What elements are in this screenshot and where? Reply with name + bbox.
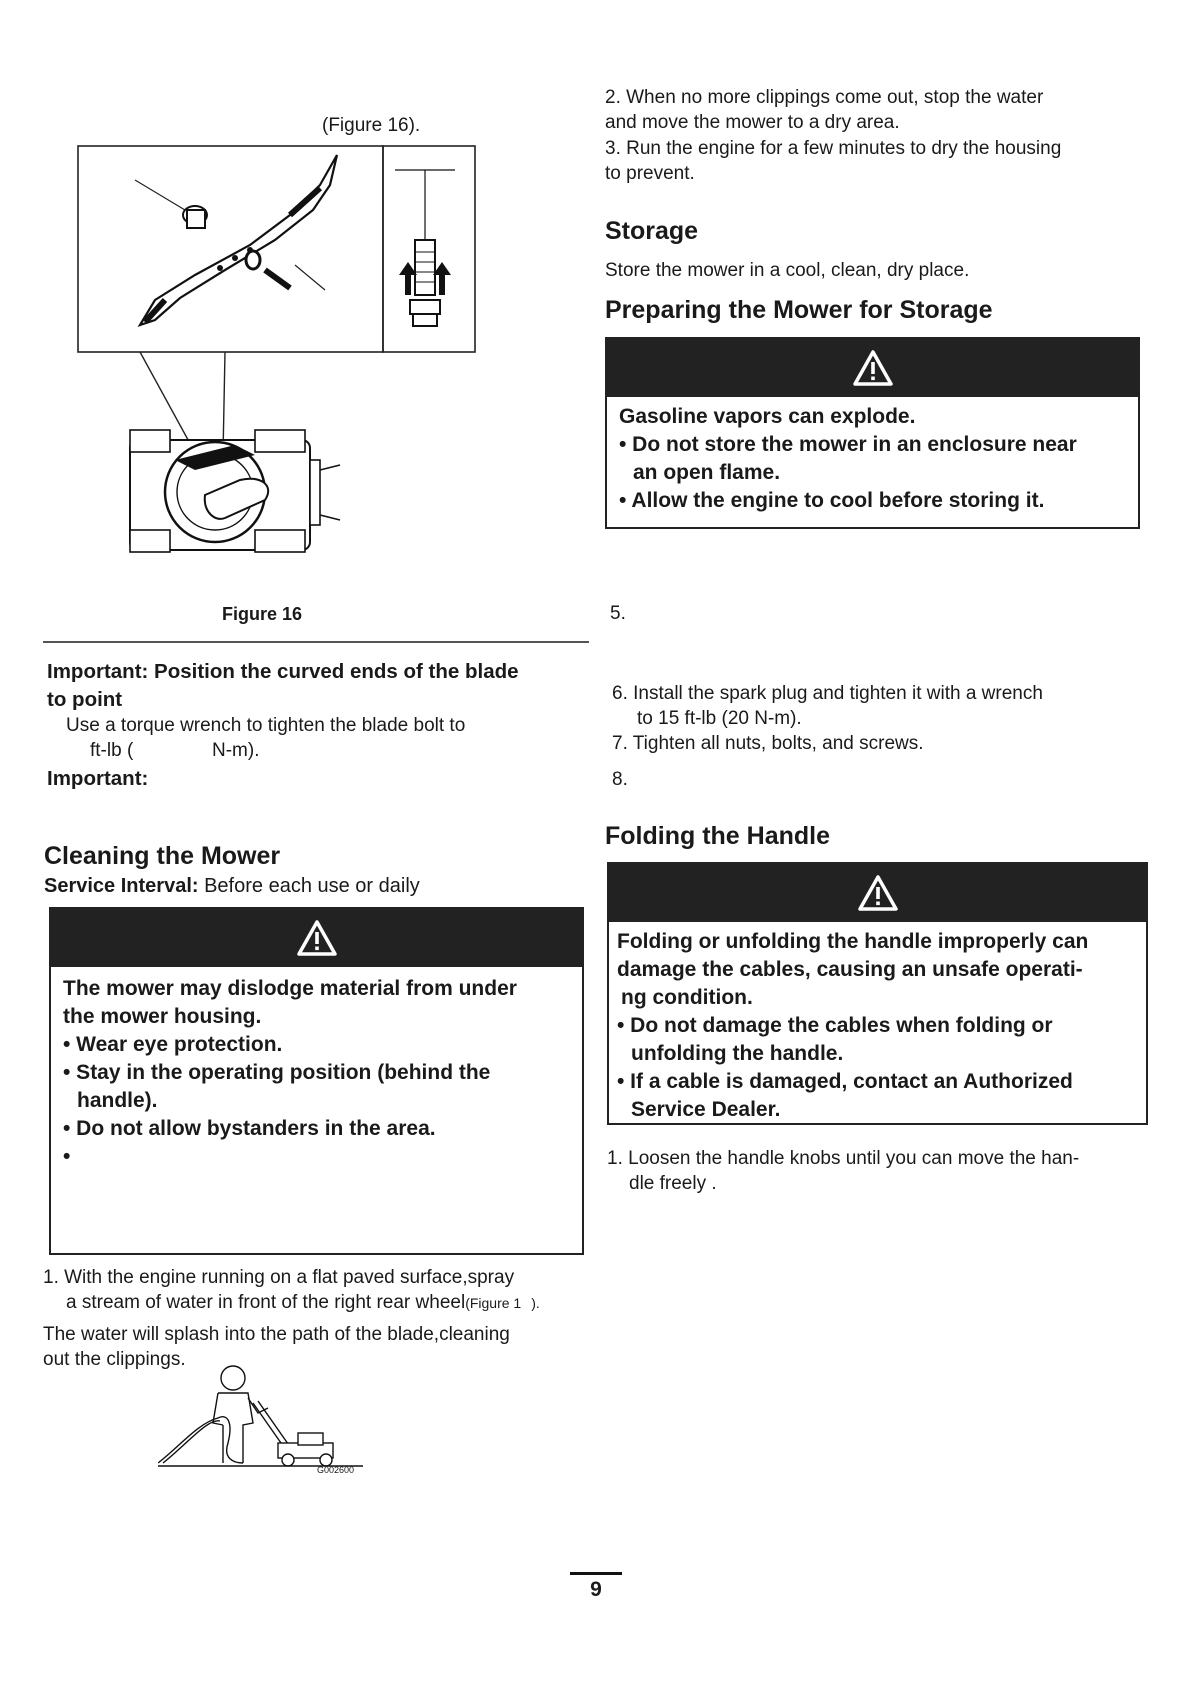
warning-line: the mower housing. — [63, 1005, 262, 1028]
step1-close: ). — [531, 1295, 540, 1311]
step6-line1: 6. Install the spark plug and tighten it with a wrench — [612, 683, 1043, 704]
service-interval-label: Service Interval: — [44, 875, 199, 897]
warning-header — [607, 339, 1138, 397]
warning-line: • Do not allow bystanders in the area. — [63, 1117, 436, 1140]
torque-unit-ftlb: ft-lb ( — [90, 740, 134, 761]
warning-line: • Stay in the operating position (behind the — [63, 1061, 491, 1084]
warning-line: • Do not damage the cables when folding or — [617, 1014, 1053, 1037]
warning-line: an open flame. — [633, 461, 781, 484]
page-number: 9 — [590, 1578, 602, 1601]
warning-line: Gasoline vapors can explode. — [619, 405, 916, 428]
fold-step1-line1: 1. Loosen the handle knobs until you can move the han- — [607, 1148, 1080, 1169]
step8: 8. — [612, 769, 628, 790]
warning-line: • Allow the engine to cool before storing it. — [619, 489, 1045, 512]
warning-line: Folding or unfolding the handle improperly can — [617, 930, 1089, 953]
figure-caption: Figure 16 — [222, 604, 303, 624]
cleaning-warning-box — [49, 907, 584, 1255]
torque-unit-nm: N-m). — [212, 740, 260, 761]
warning-line: • Wear eye protection. — [63, 1033, 283, 1056]
warning-line: handle). — [77, 1089, 158, 1112]
warning-line: damage the cables, causing an unsafe operati- — [617, 958, 1083, 981]
step3-line1: 3. Run the engine for a few minutes to dry the housing — [605, 138, 1062, 159]
warning-line: • — [63, 1145, 71, 1168]
blade-installation-figure — [75, 140, 485, 590]
splash-line2: out the clippings. — [43, 1349, 186, 1370]
important-label: Important: — [47, 767, 149, 790]
warning-line: ng condition. — [621, 986, 753, 1009]
page-number-rule — [570, 1572, 622, 1575]
warning-line: • Do not store the mower in an enclosure near — [619, 433, 1077, 456]
step5: 5. — [610, 603, 626, 624]
fold-step1-line2: dle freely . — [629, 1173, 717, 1194]
step6-line2: to 15 ft-lb (20 N-m). — [637, 708, 802, 729]
hose-washing-illustration — [158, 1363, 368, 1478]
warning-line: The mower may dislodge material from under — [63, 977, 517, 1000]
step1-line2 — [66, 1290, 540, 1316]
divider — [43, 641, 589, 643]
step3-line2: to prevent. — [605, 163, 695, 184]
service-interval-value: Before each use or daily — [204, 875, 420, 897]
step1-line1: 1. With the engine running on a flat paved surface,spray — [43, 1267, 515, 1288]
folding-warning-box — [607, 862, 1148, 1125]
step2-line1: 2. When no more clippings come out, stop the water — [605, 87, 1044, 108]
warning-triangle-icon — [857, 874, 899, 912]
step1-text: a stream of water in front of the right rear wheel — [66, 1292, 466, 1313]
torque-instruction: Use a torque wrench to tighten the blade bolt to — [66, 715, 466, 736]
warning-line: • If a cable is damaged, contact an Authorized — [617, 1070, 1073, 1093]
important-note-line2: to point — [47, 688, 123, 711]
step1-figure-ref: (Figure 1 — [465, 1295, 522, 1311]
warning-triangle-icon — [296, 919, 338, 957]
warning-header — [609, 864, 1146, 922]
warning-triangle-icon — [852, 349, 894, 387]
splash-line1: The water will splash into the path of the blade,cleaning — [43, 1324, 510, 1345]
storage-warning-box — [605, 337, 1140, 529]
folding-heading: Folding the Handle — [605, 822, 830, 850]
warning-header — [51, 909, 582, 967]
storage-heading: Storage — [605, 217, 699, 245]
warning-line: unfolding the handle. — [631, 1042, 844, 1065]
warning-line: Service Dealer. — [631, 1098, 781, 1121]
step7: 7. Tighten all nuts, bolts, and screws. — [612, 733, 924, 754]
important-note-line1: Important: Position the curved ends of the blade — [47, 660, 519, 683]
storage-text: Store the mower in a cool, clean, dry place. — [605, 260, 970, 281]
figure-reference: (Figure 16). — [322, 115, 421, 136]
illustration-code: G002600 — [317, 1465, 355, 1475]
service-interval — [44, 875, 420, 898]
prep-storage-heading: Preparing the Mower for Storage — [605, 296, 993, 324]
step2-line2: and move the mower to a dry area. — [605, 112, 900, 133]
cleaning-heading: Cleaning the Mower — [44, 842, 281, 870]
